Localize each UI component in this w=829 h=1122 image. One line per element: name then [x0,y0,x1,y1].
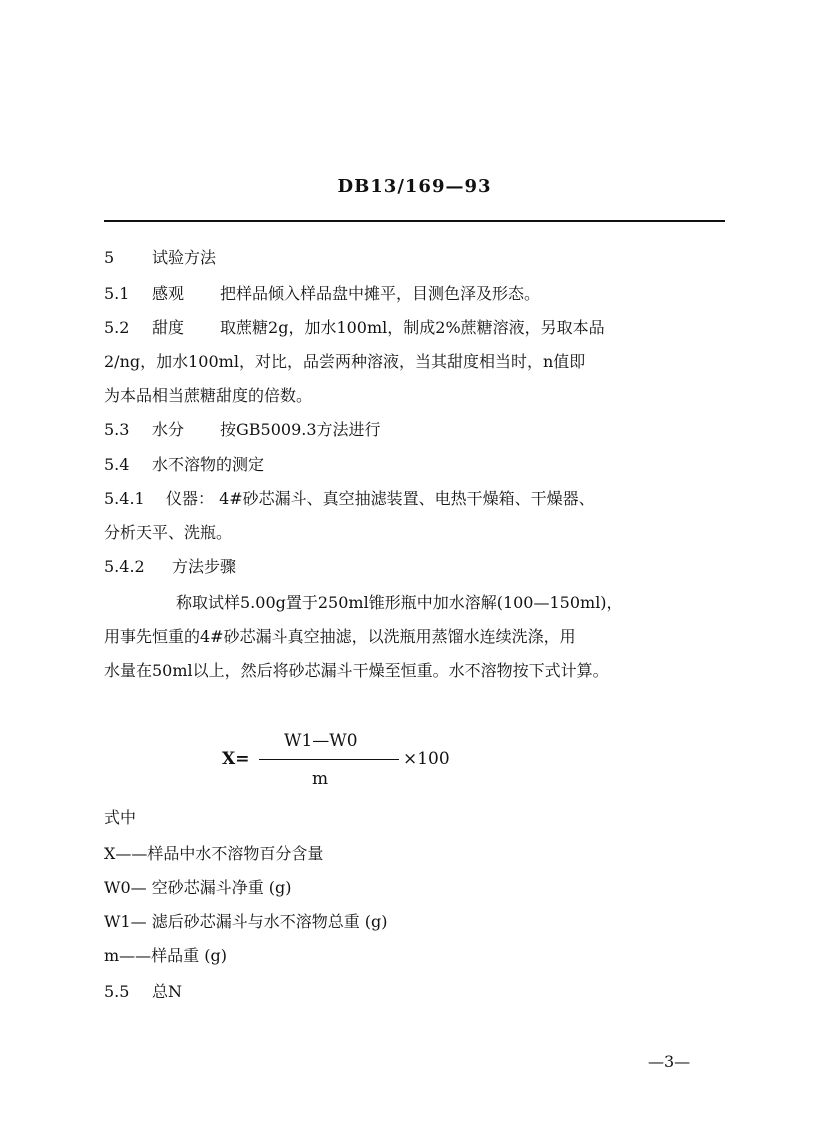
header-rule [104,220,725,222]
section-text: 按GB5009.3方法进行 [220,420,381,439]
legend-item: m——样品重 (g) [104,946,227,965]
formula-lhs: X= [222,749,250,769]
formula-multiplier: ×100 [403,749,450,769]
section-title: 水不溶物的测定 [152,455,265,474]
section-text: 仪器： 4#砂芯漏斗、真空抽滤装置、电热干燥箱、干燥器、 [166,489,595,508]
section-5-1 [104,284,540,304]
section-title: 水分 [152,420,185,439]
page-number: —3— [648,1052,691,1071]
section-number: 5.4 [104,455,130,474]
section-title: 方法步骤 [172,557,237,576]
section-number: 5 [104,248,115,267]
formula-numerator: W1—W0 [284,731,358,751]
section-5-5 [104,982,182,1002]
section-5-4-1-line-2: 分析天平、洗瓶。 [104,523,233,542]
section-number: 5.2 [104,318,130,337]
section-number: 5.1 [104,284,130,303]
section-5-4-2-line-2: 用事先恒重的4#砂芯漏斗真空抽滤，以洗瓶用蒸馏水连续洗涤，用 [104,627,576,646]
section-5-4-2-line-3: 水量在50ml以上，然后将砂芯漏斗干燥至恒重。水不溶物按下式计算。 [104,661,609,680]
section-5-2 [104,318,605,338]
legend-item: W1— 滤后砂芯漏斗与水不溶物总重 (g) [104,912,388,931]
section-number: 5.3 [104,420,130,439]
legend-title: 式中 [104,808,137,827]
section-number: 5.5 [104,982,130,1001]
section-text: 取蔗糖2g，加水100ml，制成2%蔗糖溶液，另取本品 [220,318,605,337]
section-5-2-line-3: 为本品相当蔗糖甜度的倍数。 [104,386,313,405]
section-5-3 [104,420,381,440]
fraction-bar [259,759,399,760]
section-5-4-2-line-1: 称取试样5.00g置于250ml锥形瓶中加水溶解(100—150ml)， [176,593,623,612]
section-5-4 [104,455,264,475]
legend-item: X——样品中水不溶物百分含量 [104,844,324,863]
section-title: 总N [152,982,183,1001]
section-title: 甜度 [152,318,185,337]
section-5-heading [104,248,216,268]
section-number: 5.4.2 [104,557,145,576]
section-number: 5.4.1 [104,489,145,508]
document-code: DB13/169—93 [337,176,492,197]
section-text: 把样品倾入样品盘中摊平，目测色泽及形态。 [220,284,541,303]
section-title: 试验方法 [152,248,217,267]
section-5-2-line-2: 2/ng，加水100ml，对比，品尝两种溶液，当其甜度相当时，n值即 [104,352,586,371]
formula-denominator: m [312,769,329,789]
legend-item: W0— 空砂芯漏斗净重 (g) [104,878,292,897]
section-title: 感观 [152,284,185,303]
section-5-4-2 [104,557,236,577]
section-5-4-1 [104,489,595,509]
